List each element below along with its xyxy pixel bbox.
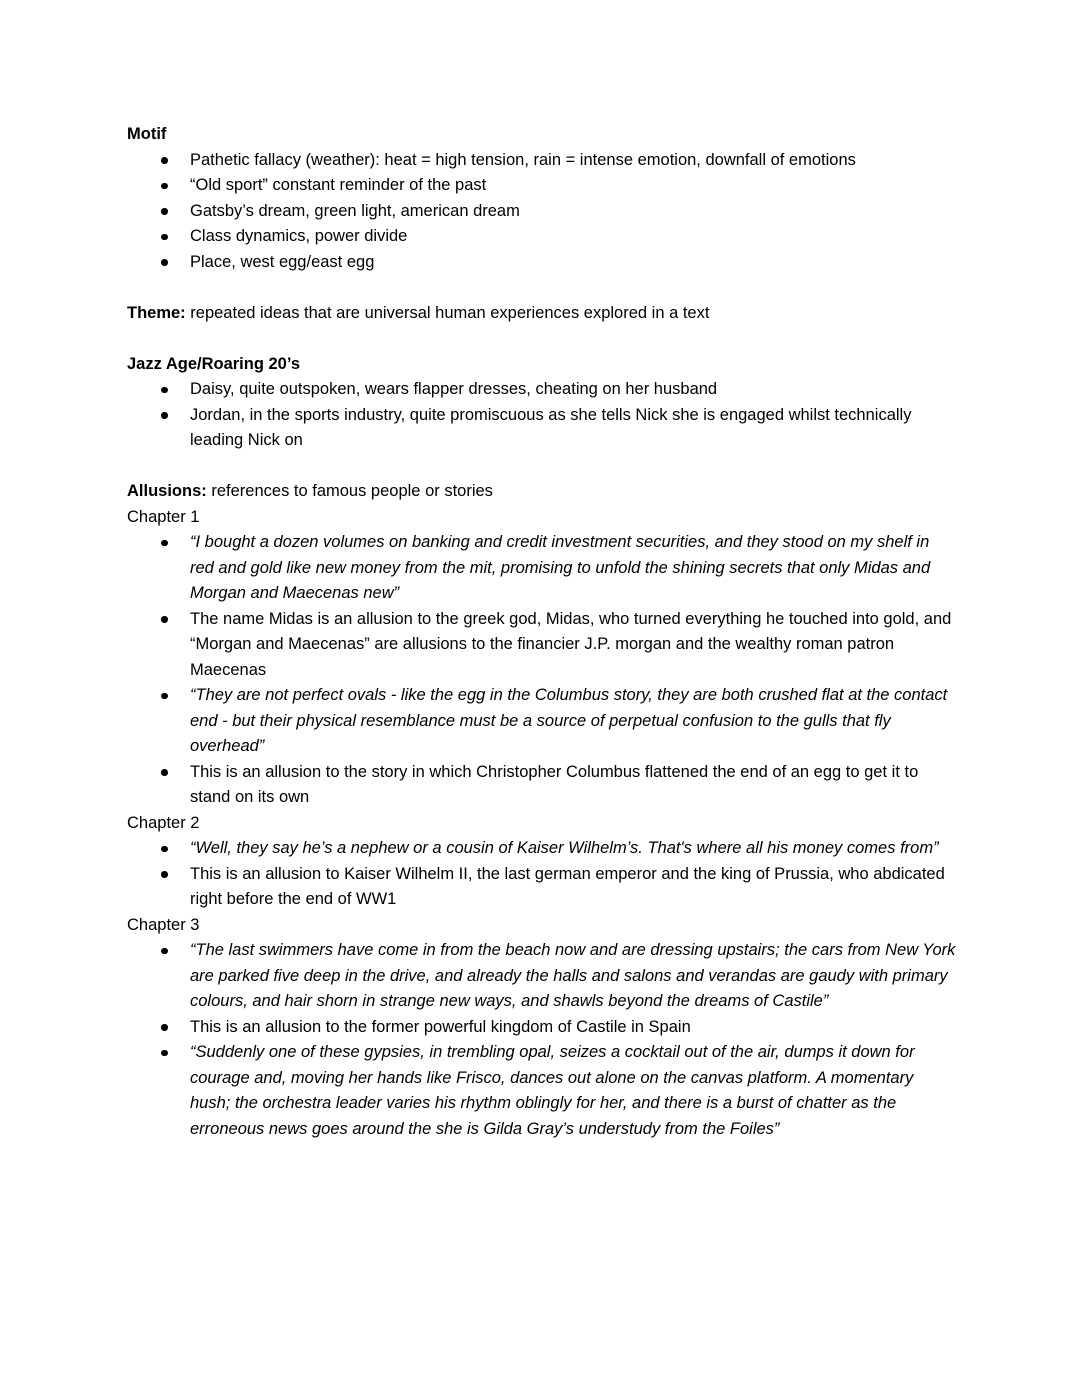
quote-bullet-item: “Well, they say he’s a nephew or a cousin of Kaiser Wilhelm’s. That's where all his money comes from” bbox=[127, 836, 957, 862]
note-bullet-item: The name Midas is an allusion to the greek god, Midas, who turned everything he touched into gold, and “Morgan and Maecenas” are allusions to the financier J.P. morgan and the wealthy roman patron Maecenas bbox=[127, 607, 957, 684]
section-heading: Jazz Age/Roaring 20’s bbox=[127, 354, 301, 373]
note-bullet-item: This is an allusion to the story in which Christopher Columbus flattened the end of an egg to get it to stand on its own bbox=[127, 760, 957, 811]
definition-label: Allusions: bbox=[127, 482, 207, 500]
document-page bbox=[127, 122, 957, 1142]
note-bullet-item: “Old sport” constant reminder of the past bbox=[127, 173, 957, 199]
definition-line bbox=[127, 301, 957, 327]
quote-bullet-item: “Suddenly one of these gypsies, in trembling opal, seizes a cocktail out of the air, dumps it down for courage and, moving her hands like Frisco, dances out alone on the canvas platform. A momentary hush; the orchestra leader varies his rhythm oblingly for her, and there is a burst of chatter as the erroneous news goes around the she is Gilda Gray’s understudy from the Foiles” bbox=[127, 1040, 957, 1142]
note-bullet-item: This is an allusion to Kaiser Wilhelm II, the last german emperor and the king of Prussia, who abdicated right before the end of WW1 bbox=[127, 862, 957, 913]
definition-label: Theme: bbox=[127, 303, 186, 322]
chapter-label: Chapter 1 bbox=[127, 507, 200, 526]
bullet-list bbox=[127, 530, 957, 811]
quote-bullet-item: “I bought a dozen volumes on banking and credit investment securities, and they stood on my shelf in red and gold like new money from the mit, promising to unfold the shining secrets that only Midas and Morgan and Maecenas new” bbox=[127, 530, 957, 607]
bullet-list bbox=[127, 836, 957, 913]
note-bullet-item: Daisy, quite outspoken, wears flapper dresses, cheating on her husband bbox=[127, 377, 957, 403]
section-heading: Motif bbox=[127, 125, 167, 143]
note-bullet-item: Jordan, in the sports industry, quite promiscuous as she tells Nick she is engaged whilst technically leading Nick on bbox=[127, 403, 957, 454]
note-bullet-item: This is an allusion to the former powerful kingdom of Castile in Spain bbox=[127, 1015, 957, 1041]
blank-line bbox=[127, 326, 957, 352]
chapter-label: Chapter 3 bbox=[127, 915, 200, 934]
definition-text: repeated ideas that are universal human experiences explored in a text bbox=[190, 303, 710, 322]
quote-bullet-item: “The last swimmers have come in from the beach now and are dressing upstairs; the cars from New York are parked five deep in the drive, and already the halls and salons and verandas are gaudy with primary colours, and hair shorn in strange new ways, and shawls beyond the dreams of Castile” bbox=[127, 938, 957, 1015]
note-bullet-item: Pathetic fallacy (weather): heat = high tension, rain = intense emotion, downfall of emotions bbox=[127, 148, 957, 174]
bullet-list bbox=[127, 148, 957, 276]
note-bullet-item: Class dynamics, power divide bbox=[127, 224, 957, 250]
chapter-label: Chapter 2 bbox=[127, 813, 200, 832]
note-bullet-item: Place, west egg/east egg bbox=[127, 250, 957, 276]
blank-line bbox=[127, 454, 957, 480]
definition-line bbox=[127, 479, 957, 505]
blank-line bbox=[127, 275, 957, 301]
bullet-list bbox=[127, 377, 957, 454]
definition-text: references to famous people or stories bbox=[211, 482, 493, 500]
note-bullet-item: Gatsby’s dream, green light, american dream bbox=[127, 199, 957, 225]
bullet-list bbox=[127, 938, 957, 1142]
quote-bullet-item: “They are not perfect ovals - like the egg in the Columbus story, they are both crushed flat at the contact end - but their physical resemblance must be a source of perpetual confusion to the gulls that fly overhead” bbox=[127, 683, 957, 760]
